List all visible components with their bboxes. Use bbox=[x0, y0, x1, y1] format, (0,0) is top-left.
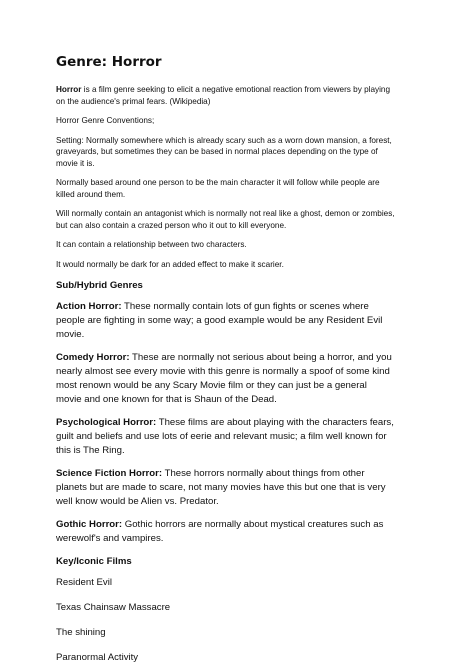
subgenres-heading: Sub/Hybrid Genres bbox=[56, 280, 143, 291]
subgenre-name: Science Fiction Horror: bbox=[56, 468, 163, 479]
subgenre-name: Action Horror: bbox=[56, 301, 122, 312]
subgenre-text: These are normally not serious about being a horror, and you nearly almost see every movie with this genre is normally a spoof of some kind most renown would be any Scary Movie film or they can just be a general movie and one known for that is Shaun of the Dead. bbox=[56, 352, 392, 405]
film-item: Paranormal Activity bbox=[56, 652, 139, 663]
convention-relationship: It can contain a relationship between two characters. bbox=[56, 240, 247, 249]
film-item: The shining bbox=[56, 627, 106, 638]
convention-dark: It would normally be dark for an added effect to make it scarier. bbox=[56, 259, 284, 269]
films-heading: Key/Iconic Films bbox=[56, 556, 132, 567]
page-title: Genre: Horror bbox=[56, 54, 162, 70]
film-item: Texas Chainsaw Massacre bbox=[56, 602, 171, 613]
convention-setting: Setting: Normally somewhere which is already scary such as a worn down mansion, a forest, graveyards, but sometimes they can be based in normal places depending on the type of movie it is. bbox=[56, 135, 392, 168]
intro-term: Horror bbox=[56, 85, 82, 94]
subgenre-text: Gothic horrors are normally about mystical creatures such as werewolf's and vampires. bbox=[56, 519, 384, 544]
conventions-heading: Horror Genre Conventions; bbox=[56, 116, 155, 125]
subgenre-text: These horrors normally about things from other planets but are made to scare, not many movies have this but one that is very well know would be Alien vs. Predator. bbox=[56, 468, 386, 507]
subgenre-gothic bbox=[56, 518, 395, 546]
subgenre-psychological bbox=[56, 416, 395, 458]
subgenre-text: These normally contain lots of gun fights or scenes where people are fighting in some way; a good example would be any Resident Evil movie. bbox=[56, 301, 383, 340]
subgenre-text: These films are about playing with the characters fears, guilt and beliefs and use lots of eerie and relevant music; a film well known for this is The Ring. bbox=[56, 417, 394, 456]
subgenre-name: Psychological Horror: bbox=[56, 417, 157, 428]
subgenre-comedy bbox=[56, 351, 395, 407]
subgenre-name: Gothic Horror: bbox=[56, 519, 123, 530]
intro-text: is a film genre seeking to elicit a negative emotional reaction from viewers by playing on the audience's primal fears. (Wikipedia) bbox=[56, 85, 391, 106]
convention-main-character: Normally based around one person to be the main character it will follow while people are killed around them. bbox=[56, 178, 380, 199]
subgenre-science-fiction bbox=[56, 467, 395, 509]
convention-antagonist: Will normally contain an antagonist which is normally not real like a ghost, demon or zombies, but can also contain a crazed person who it out to kill everyone. bbox=[56, 209, 395, 230]
subgenre-name: Comedy Horror: bbox=[56, 352, 130, 363]
subgenre-action bbox=[56, 300, 395, 342]
film-item: Resident Evil bbox=[56, 577, 112, 588]
intro-paragraph bbox=[56, 84, 395, 107]
